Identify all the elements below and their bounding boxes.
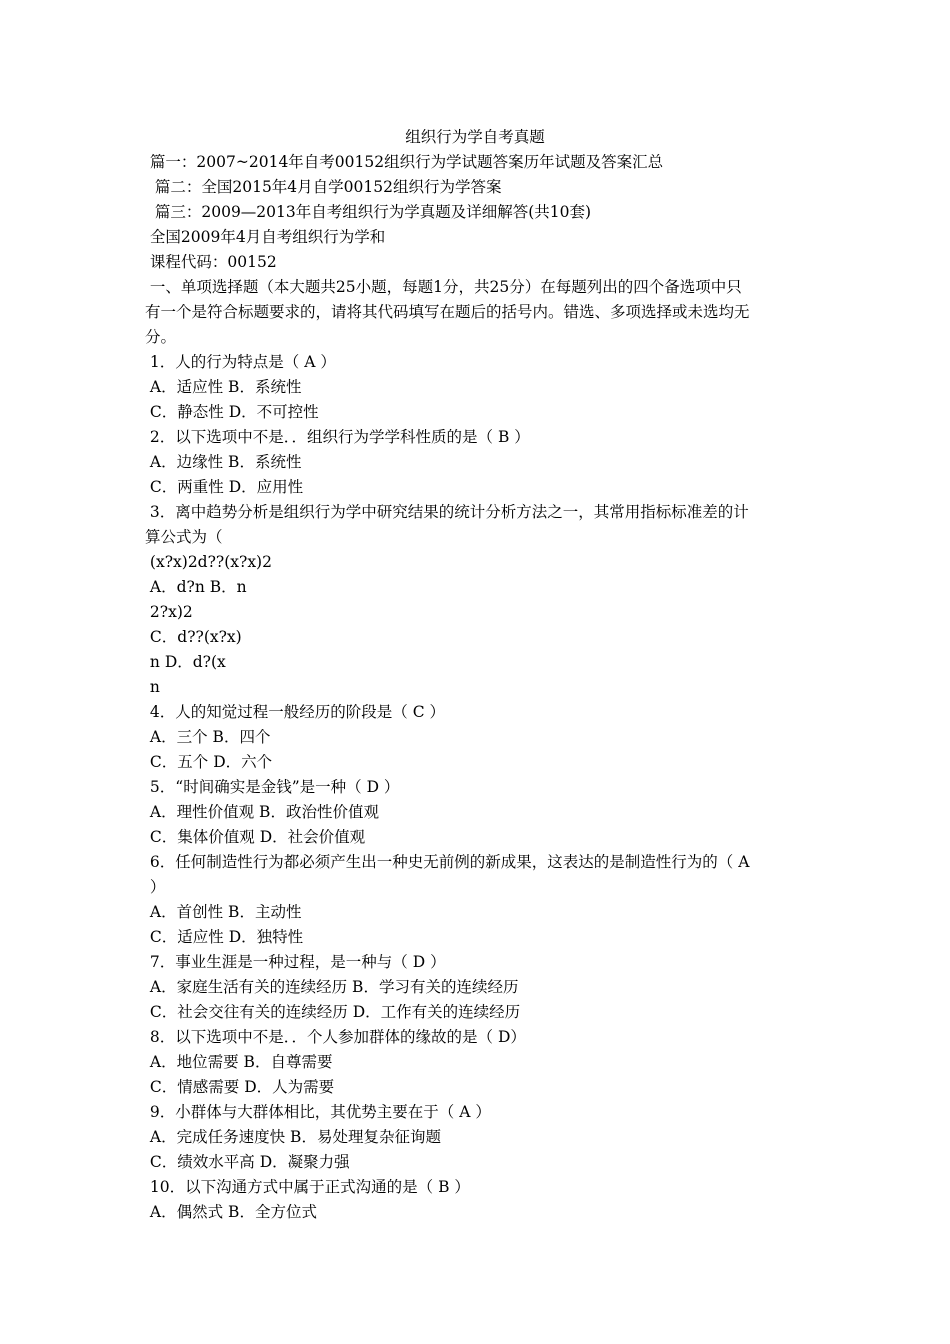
document-line: C．集体价值观 D．社会价值观 bbox=[145, 828, 366, 846]
document-line: 篇一：2007~2014年自考00152组织行为学试题答案历年试题及答案汇总 bbox=[145, 153, 664, 171]
document-line: C．静态性 D．不可控性 bbox=[145, 403, 319, 421]
document-line: 4．人的知觉过程一般经历的阶段是（ C ） bbox=[145, 703, 446, 721]
document-line: A．适应性 B．系统性 bbox=[145, 378, 302, 396]
document-line: 10．以下沟通方式中属于正式沟通的是（ B ） bbox=[145, 1178, 470, 1196]
document-line: 课程代码：00152 bbox=[145, 253, 277, 271]
document-line: A．边缘性 B．系统性 bbox=[145, 453, 302, 471]
document-line: 8．以下选项中不是．．个人参加群体的缘故的是（ D） bbox=[145, 1028, 526, 1046]
document-line: 分。 bbox=[145, 328, 177, 346]
document-line: A．理性价值观 B．政治性价值观 bbox=[145, 803, 379, 821]
document-line: C．适应性 D．独特性 bbox=[145, 928, 304, 946]
document-line: A．地位需要 B．自尊需要 bbox=[145, 1053, 333, 1071]
document-line: 6．任何制造性行为都必须产生出一种史无前例的新成果，这表达的是制造性行为的（ A bbox=[145, 853, 750, 871]
document-line: (x?x)2d??(x?x)2 bbox=[145, 553, 272, 571]
document-line: 一、单项选择题（本大题共25小题，每题1分，共25分）在每题列出的四个备选项中只 bbox=[145, 278, 742, 296]
document-line: 9．小群体与大群体相比，其优势主要在于（ A ） bbox=[145, 1103, 491, 1121]
document-line: 2．以下选项中不是．．组织行为学学科性质的是（ B ） bbox=[145, 428, 530, 446]
document-line: A．完成任务速度快 B．易处理复杂征询题 bbox=[145, 1128, 441, 1146]
document-line: 算公式为（ bbox=[145, 528, 223, 546]
document-line: 3．离中趋势分析是组织行为学中研究结果的统计分析方法之一，其常用指标标准差的计 bbox=[145, 503, 749, 521]
document-line: 1．人的行为特点是（ A ） bbox=[145, 353, 336, 371]
document-line: ） bbox=[145, 878, 166, 896]
document-title: 组织行为学自考真题 bbox=[405, 128, 545, 146]
document-line: C．d??(x?x) bbox=[145, 628, 242, 646]
document-line: n D．d?(x bbox=[145, 653, 226, 671]
document-line: 2?x)2 bbox=[145, 603, 193, 621]
document-line: 篇三：2009—2013年自考组织行为学真题及详细解答(共10套) bbox=[145, 203, 592, 221]
document-line: A．首创性 B．主动性 bbox=[145, 903, 302, 921]
document-line: 篇二：全国2015年4月自学00152组织行为学答案 bbox=[145, 178, 502, 196]
document-line: C．社会交往有关的连续经历 D．工作有关的连续经历 bbox=[145, 1003, 521, 1021]
document-line: 7．事业生涯是一种过程，是一种与（ D ） bbox=[145, 953, 446, 971]
document-line: A．三个 B．四个 bbox=[145, 728, 271, 746]
document-line: C．五个 D．六个 bbox=[145, 753, 273, 771]
document-line: n bbox=[145, 678, 160, 696]
document-line: C．情感需要 D．人为需要 bbox=[145, 1078, 335, 1096]
document-line: A．d?n B．n bbox=[145, 578, 247, 596]
document-line: A．家庭生活有关的连续经历 B．学习有关的连续经历 bbox=[145, 978, 519, 996]
document-line: 5．“时间确实是金钱”是一种（ D ） bbox=[145, 778, 400, 796]
document-line: C．绩效水平高 D．凝聚力强 bbox=[145, 1153, 350, 1171]
document-body bbox=[145, 150, 815, 1225]
document-line: 全国2009年4月自考组织行为学和 bbox=[145, 228, 386, 246]
document-line: 有一个是符合标题要求的，请将其代码填写在题后的括号内。错选、多项选择或未选均无 bbox=[145, 303, 750, 321]
document-line: C．两重性 D．应用性 bbox=[145, 478, 304, 496]
document-line: A．偶然式 B．全方位式 bbox=[145, 1203, 317, 1221]
